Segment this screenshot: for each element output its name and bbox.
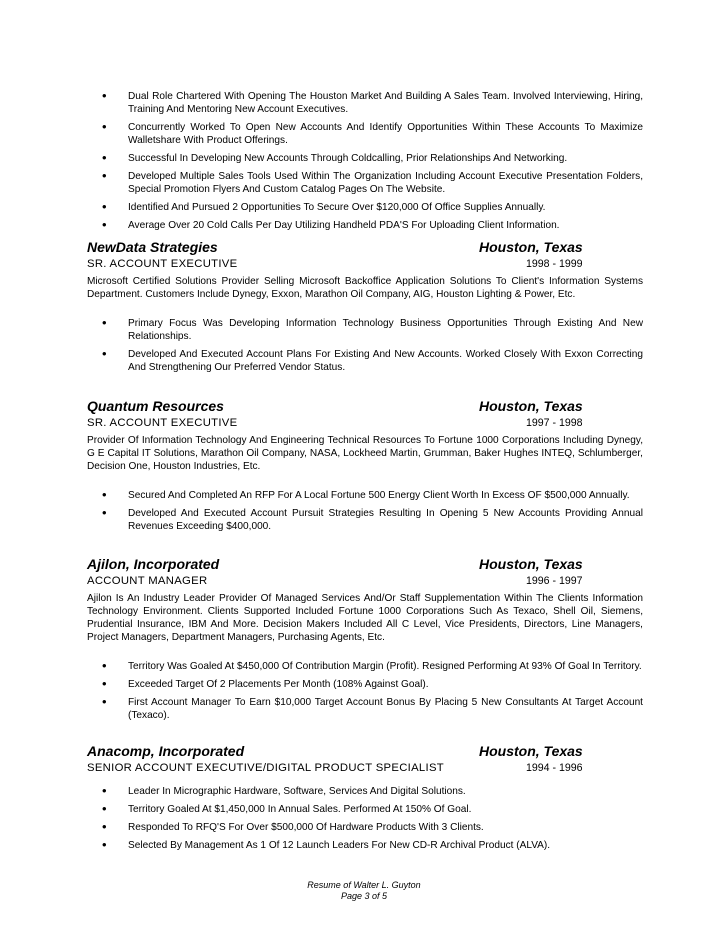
company-name: Anacomp, Incorporated <box>87 743 245 759</box>
job-section-anacomp <box>87 743 643 857</box>
bullet-icon: • <box>102 658 107 673</box>
job-location: Houston, Texas <box>479 239 583 255</box>
job-location: Houston, Texas <box>479 743 583 759</box>
job-location: Houston, Texas <box>479 398 583 414</box>
company-description: Provider Of Information Technology And Engineering Technical Resources To Fortune 1000 Corporations Including Dynegy, G E Capital IT Solutions, Marathon Oil Company, NASA, Lockheed Martin, Grumman, Baker Hughes INTEQ, Schlumberger, Decision One, Houston Industries, Etc. <box>87 435 643 472</box>
job-title: SR. ACCOUNT EXECUTIVE <box>87 258 238 270</box>
list-item: • Territory Goaled At $1,450,000 In Annual Sales. Performed At 150% Of Goal. <box>102 801 472 816</box>
bullet-icon: • <box>102 801 107 816</box>
bullet-icon: • <box>102 315 107 330</box>
footer-author: Resume of Walter L. Guyton <box>307 880 421 890</box>
company-description: Ajilon Is An Industry Leader Provider Of Managed Services And/Or Staff Supplementation Within The Clients Information Technology Environment. Clients Supported Included Fortune 1000 Corporations Such As Texaco, Shell Oil, Siemens, Prudential Insurance, IBM And More. Decision Makers Included All C Level, Vice Presidents, Directors, Line Managers, Project Managers, Department Managers, Purchasing Agents, Etc. <box>87 593 643 643</box>
list-item: • Leader In Micrographic Hardware, Software, Services And Digital Solutions. <box>102 783 466 798</box>
bullet-icon: • <box>102 168 107 183</box>
bullet-icon: • <box>102 199 107 214</box>
job-dates: 1998 - 1999 <box>526 258 583 270</box>
bullet-icon: • <box>102 487 107 502</box>
list-item: • Developed And Executed Account Pursuit Strategies Resulting In Opening 5 New Accounts Providing Annual Revenues Exceeding $400,000. <box>102 505 643 532</box>
list-item: • Developed And Executed Account Plans For Existing And New Accounts. Worked Closely With Exxon Correcting And Strengthening Our Preferred Vendor Status. <box>102 346 643 373</box>
bullet-icon: • <box>102 119 107 134</box>
list-item: • Concurrently Worked To Open New Accounts And Identify Opportunities Within These Accounts To Maximize Walletshare With Product Offerings. <box>102 119 643 146</box>
bullet-icon: • <box>102 676 107 691</box>
list-item: • Identified And Pursued 2 Opportunities To Secure Over $120,000 Of Office Supplies Annually. <box>102 199 546 214</box>
footer-page-number: Page 3 of 5 <box>340 891 388 901</box>
company-description: Microsoft Certified Solutions Provider Selling Microsoft Backoffice Application Solutions To Client's Information Systems Department. Customers Include Dynegy, Exxon, Marathon Oil Company, AIG, Houston Lighting & Power, Etc. <box>87 276 643 300</box>
list-item: • Primary Focus Was Developing Information Technology Business Opportunities Through Existing And New Relationships. <box>102 315 643 342</box>
list-item: • Territory Was Goaled At $450,000 Of Contribution Margin (Profit). Resigned Performing At 93% Of Goal In Territory. <box>102 658 642 673</box>
list-item: • Average Over 20 Cold Calls Per Day Utilizing Handheld PDA'S For Uploading Client Information. <box>102 217 560 232</box>
list-item: • Selected By Management As 1 Of 12 Launch Leaders For New CD-R Archival Product (ALVA). <box>102 837 551 852</box>
previous-job-bullets <box>87 90 643 237</box>
bullet-icon: • <box>102 819 107 834</box>
list-item: • Developed Multiple Sales Tools Used Within The Organization Including Account Executive Presentation Folders, Special Promotion Flyers And Custom Catalog Pages On The Website. <box>102 168 643 195</box>
job-title: SR. ACCOUNT EXECUTIVE <box>87 417 238 429</box>
list-item: • Dual Role Chartered With Opening The Houston Market And Building A Sales Team. Involved Interviewing, Hiring, Training And Mentoring New Account Executives. <box>102 88 643 115</box>
job-dates: 1997 - 1998 <box>526 417 583 429</box>
job-dates: 1994 - 1996 <box>526 762 583 774</box>
list-item: • Successful In Developing New Accounts Through Coldcalling, Prior Relationships And Networking. <box>102 150 568 165</box>
bullet-icon: • <box>102 346 107 361</box>
list-item: • Secured And Completed An RFP For A Local Fortune 500 Energy Client Worth In Excess OF $500,000 Annually. <box>102 487 630 502</box>
list-item: • Exceeded Target Of 2 Placements Per Month (108% Against Goal). <box>102 676 429 691</box>
list-item: • First Account Manager To Earn $10,000 Target Account Bonus By Placing 5 New Consultants At Target Account (Texaco). <box>102 694 643 721</box>
job-section-quantum <box>87 398 643 538</box>
bullet-icon: • <box>102 694 107 709</box>
list-item: • Responded To RFQ'S For Over $500,000 Of Hardware Products With 3 Clients. <box>102 819 484 834</box>
job-section-newdata <box>87 239 643 379</box>
bullet-icon: • <box>102 217 107 232</box>
job-dates: 1996 - 1997 <box>526 575 583 587</box>
job-title: ACCOUNT MANAGER <box>87 575 208 587</box>
company-name: Quantum Resources <box>87 398 224 414</box>
bullet-icon: • <box>102 88 107 103</box>
company-name: Ajilon, Incorporated <box>87 556 220 572</box>
page-footer <box>0 880 728 902</box>
job-location: Houston, Texas <box>479 556 583 572</box>
company-name: NewData Strategies <box>87 239 218 255</box>
bullet-icon: • <box>102 505 107 520</box>
bullet-icon: • <box>102 150 107 165</box>
job-title: SENIOR ACCOUNT EXECUTIVE/DIGITAL PRODUCT SPECIALIST <box>87 762 444 774</box>
job-section-ajilon <box>87 556 643 727</box>
bullet-icon: • <box>102 783 107 798</box>
bullet-icon: • <box>102 837 107 852</box>
